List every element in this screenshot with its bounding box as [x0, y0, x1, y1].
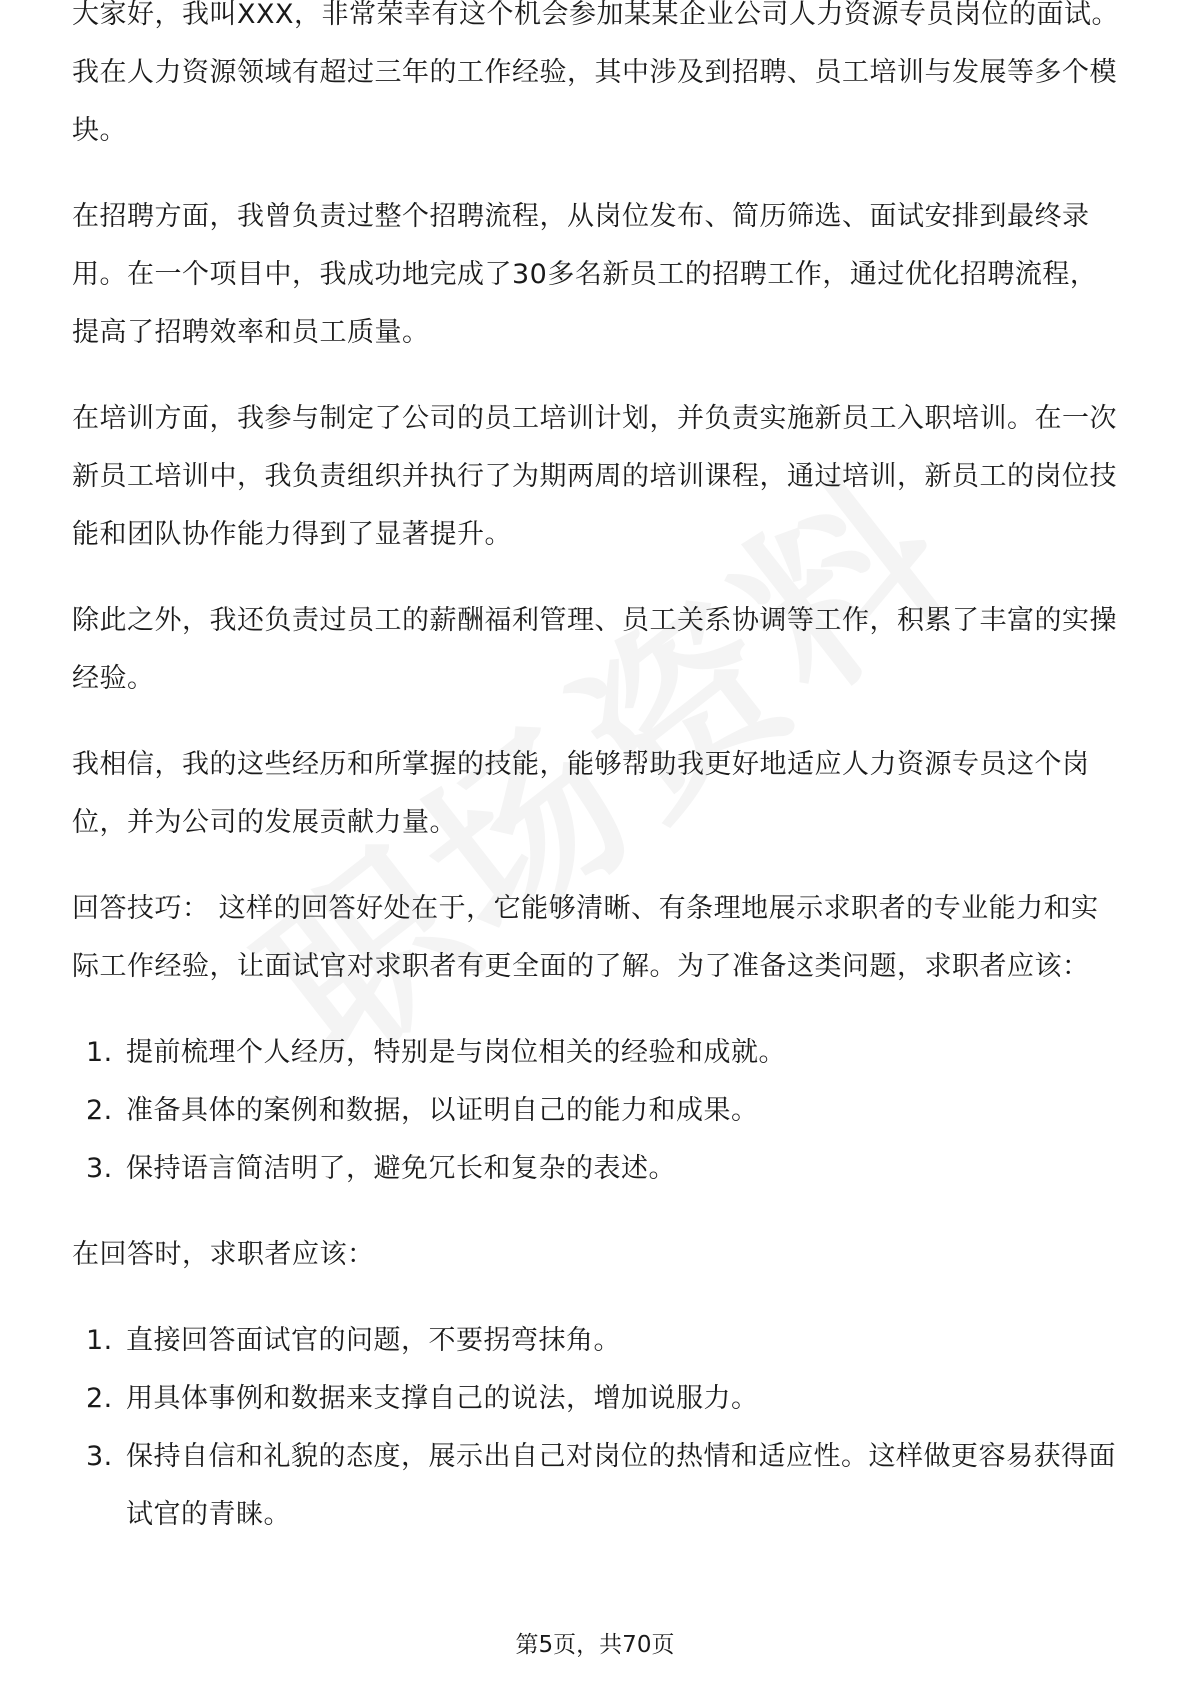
list-text: 提前梳理个人经历，特别是与岗位相关的经验和成就。	[126, 1037, 786, 1068]
paragraph-training: 在培训方面，我参与制定了公司的员工培训计划，并负责实施新员工入职培训。在一次新员工培训中，我负责组织并执行了为期两周的培训课程，通过培训，新员工的岗位技能和团队协作能力得到了显著提升。	[72, 403, 1117, 550]
page-footer: 第5页，共70页	[515, 1632, 675, 1658]
list-number: 1.	[86, 1325, 113, 1356]
list-text: 准备具体的案例和数据，以证明自己的能力和成果。	[126, 1095, 759, 1126]
list-item	[72, 1082, 1122, 1140]
list-item	[72, 1140, 1122, 1198]
list-text: 保持语言简洁明了，避免冗长和复杂的表述。	[126, 1153, 676, 1184]
prep-list	[72, 1024, 1122, 1198]
list-item	[72, 1024, 1122, 1082]
paragraph-tips: 回答技巧： 这样的回答好处在于，它能够清晰、有条理地展示求职者的专业能力和实际工作经验，让面试官对求职者有更全面的了解。为了准备这类问题，求职者应该：	[72, 893, 1099, 982]
page-content	[72, 0, 1122, 1572]
answer-list	[72, 1312, 1122, 1544]
paragraph-other: 除此之外，我还负责过员工的薪酬福利管理、员工关系协调等工作，积累了丰富的实操经验。	[72, 605, 1117, 694]
paragraph-intro: 大家好，我叫XXX，非常荣幸有这个机会参加某某企业公司人力资源专员岗位的面试。我在人力资源领域有超过三年的工作经验，其中涉及到招聘、员工培训与发展等多个模块。	[72, 0, 1119, 146]
paragraph-belief: 我相信，我的这些经历和所掌握的技能，能够帮助我更好地适应人力资源专员这个岗位，并为公司的发展贡献力量。	[72, 749, 1090, 838]
list-number: 3.	[86, 1153, 113, 1184]
list-item	[72, 1312, 1122, 1370]
list-number: 1.	[86, 1037, 113, 1068]
list-item	[72, 1370, 1122, 1428]
list-text: 直接回答面试官的问题，不要拐弯抹角。	[126, 1325, 621, 1356]
list-text: 保持自信和礼貌的态度，展示出自己对岗位的热情和适应性。这样做更容易获得面试官的青睐。	[126, 1441, 1116, 1530]
list-number: 3.	[86, 1441, 113, 1472]
paragraph-recruit: 在招聘方面，我曾负责过整个招聘流程，从岗位发布、简历筛选、面试安排到最终录用。在一个项目中，我成功地完成了30多名新员工的招聘工作，通过优化招聘流程，提高了招聘效率和员工质量。	[72, 201, 1098, 348]
list-text: 用具体事例和数据来支撑自己的说法，增加说服力。	[126, 1383, 759, 1414]
list-number: 2.	[86, 1095, 113, 1126]
paragraph-when-answering: 在回答时，求职者应该：	[72, 1239, 375, 1270]
list-number: 2.	[86, 1383, 113, 1414]
list-item	[72, 1428, 1122, 1544]
